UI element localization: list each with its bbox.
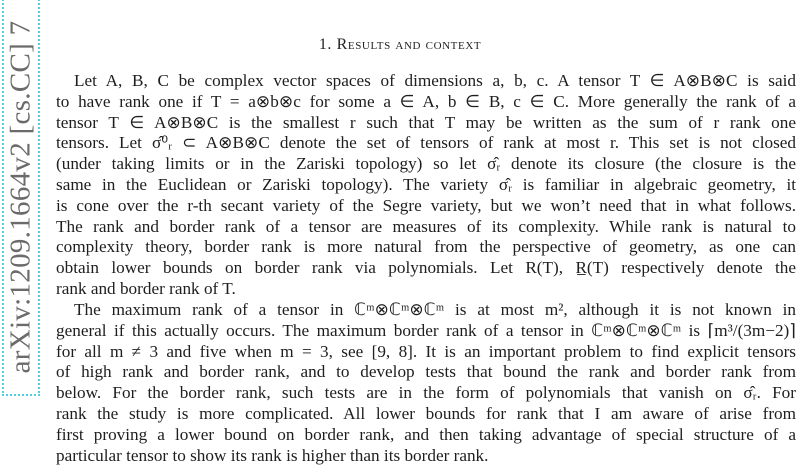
text-line: general if this actually occurs. The maximum border rank of a tensor in ℂᵐ⊗ℂᵐ⊗ℂᵐ is ⌈m³/(3m−2)⌉ [56, 320, 796, 340]
text-line: rank the study is more complicated. All lower bounds for rank that I am aware of arise from [56, 403, 796, 423]
section-number: 1. [318, 36, 333, 53]
text-line: tensor T ∈ A⊗B⊗C is the smallest r such that T may be written as the sum of r rank one [56, 112, 796, 132]
paragraph-2 [56, 300, 796, 466]
text-line: first proving a lower bound on border rank, and then taking advantage of special structure of a [56, 424, 796, 444]
text-line: The maximum rank of a tensor in ℂᵐ⊗ℂᵐ⊗ℂᵐ is at most m², although it is not known in [74, 300, 796, 319]
text-line: (under taking limits or in the Zariski topology) so let σ̂ᵣ denote its closure (the closure is the [56, 154, 796, 174]
text-line: is cone over the r-th secant variety of the Segre variety, but we won’t need that in what follows. [56, 195, 796, 215]
text-line: for all m ≠ 3 and five when m = 3, see [9, 8]. It is an important problem to find explicit tensors [56, 341, 796, 361]
section-title: Results and context [336, 36, 482, 53]
text-line: complexity theory, border rank is more natural from the perspective of geometry, as one can [56, 237, 796, 257]
text-line: same in the Euclidean or Zariski topology). The variety σ̂ᵣ is familiar in algebraic geometry, it [56, 174, 796, 194]
text-line: tensors. Let σ̂⁰ᵣ ⊂ A⊗B⊗C denote the set of tensors of rank at most r. This set is not closed [56, 133, 796, 153]
arxiv-identifier-stamp: arXiv:1209.1664v2 [cs.CC] 7 [4, 20, 37, 374]
paragraph-1 [56, 71, 796, 300]
text-line: of high rank and border rank, and to develop tests that bound the rank and border rank from [56, 362, 796, 382]
text-line: particular tensor to show its rank is higher than its border rank. [56, 445, 489, 465]
section-heading [0, 36, 800, 54]
text-line: below. For the border rank, such tests are in the form of polynomials that vanish on σ̂ᵣ. For [56, 383, 796, 403]
text-line: The rank and border rank of a tensor are measures of its complexity. While rank is natural to [56, 216, 796, 236]
text-line: to have rank one if T = a⊗b⊗c for some a ∈ A, b ∈ B, c ∈ C. More generally the rank of a [56, 91, 796, 111]
text-line: rank and border rank of T. [56, 278, 236, 298]
text-line: obtain lower bounds on border rank via polynomials. Let R(T), R̲(T) respectively denote the [56, 258, 796, 278]
text-line: Let A, B, C be complex vector spaces of dimensions a, b, c. A tensor T ∈ A⊗B⊗C is said [74, 71, 796, 90]
